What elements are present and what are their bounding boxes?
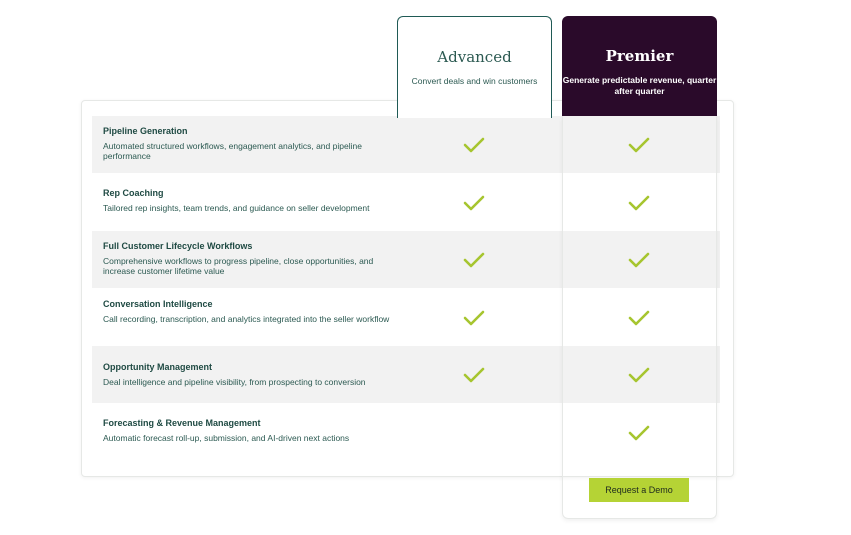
check-icon bbox=[463, 366, 485, 384]
feature-description: Automatic forecast roll-up, submission, and AI-driven next actions bbox=[103, 433, 350, 443]
plan-header-advanced bbox=[397, 16, 552, 118]
feature-description: Comprehensive workflows to progress pipeline, close opportunities, and increase customer lifetime value bbox=[103, 256, 374, 276]
feature-name: Opportunity Management bbox=[103, 362, 213, 372]
plan-title-advanced: Advanced bbox=[437, 48, 512, 66]
request-demo-button[interactable]: Request a Demo bbox=[589, 478, 689, 502]
feature-description: Automated structured workflows, engagement analytics, and pipeline performance bbox=[103, 141, 362, 161]
plan-tagline-premier: Generate predictable revenue, quarter after quarter bbox=[562, 75, 717, 96]
plan-header-premier bbox=[562, 16, 717, 116]
feature-name: Pipeline Generation bbox=[103, 126, 188, 136]
feature-name: Rep Coaching bbox=[103, 188, 164, 198]
feature-name: Full Customer Lifecycle Workflows bbox=[103, 241, 253, 251]
check-icon bbox=[463, 251, 485, 269]
feature-description: Deal intelligence and pipeline visibility, from prospecting to conversion bbox=[103, 377, 366, 387]
check-icon bbox=[463, 136, 485, 154]
premier-column-outline bbox=[562, 116, 717, 519]
feature-description: Call recording, transcription, and analytics integrated into the seller workflow bbox=[103, 314, 390, 324]
plan-tagline-advanced: Convert deals and win customers bbox=[411, 76, 538, 86]
check-icon bbox=[463, 309, 485, 327]
feature-name: Forecasting & Revenue Management bbox=[103, 418, 261, 428]
feature-description: Tailored rep insights, team trends, and guidance on seller development bbox=[103, 203, 370, 213]
plan-title-premier: Premier bbox=[605, 47, 674, 65]
feature-name: Conversation Intelligence bbox=[103, 299, 213, 309]
check-icon bbox=[463, 194, 485, 212]
